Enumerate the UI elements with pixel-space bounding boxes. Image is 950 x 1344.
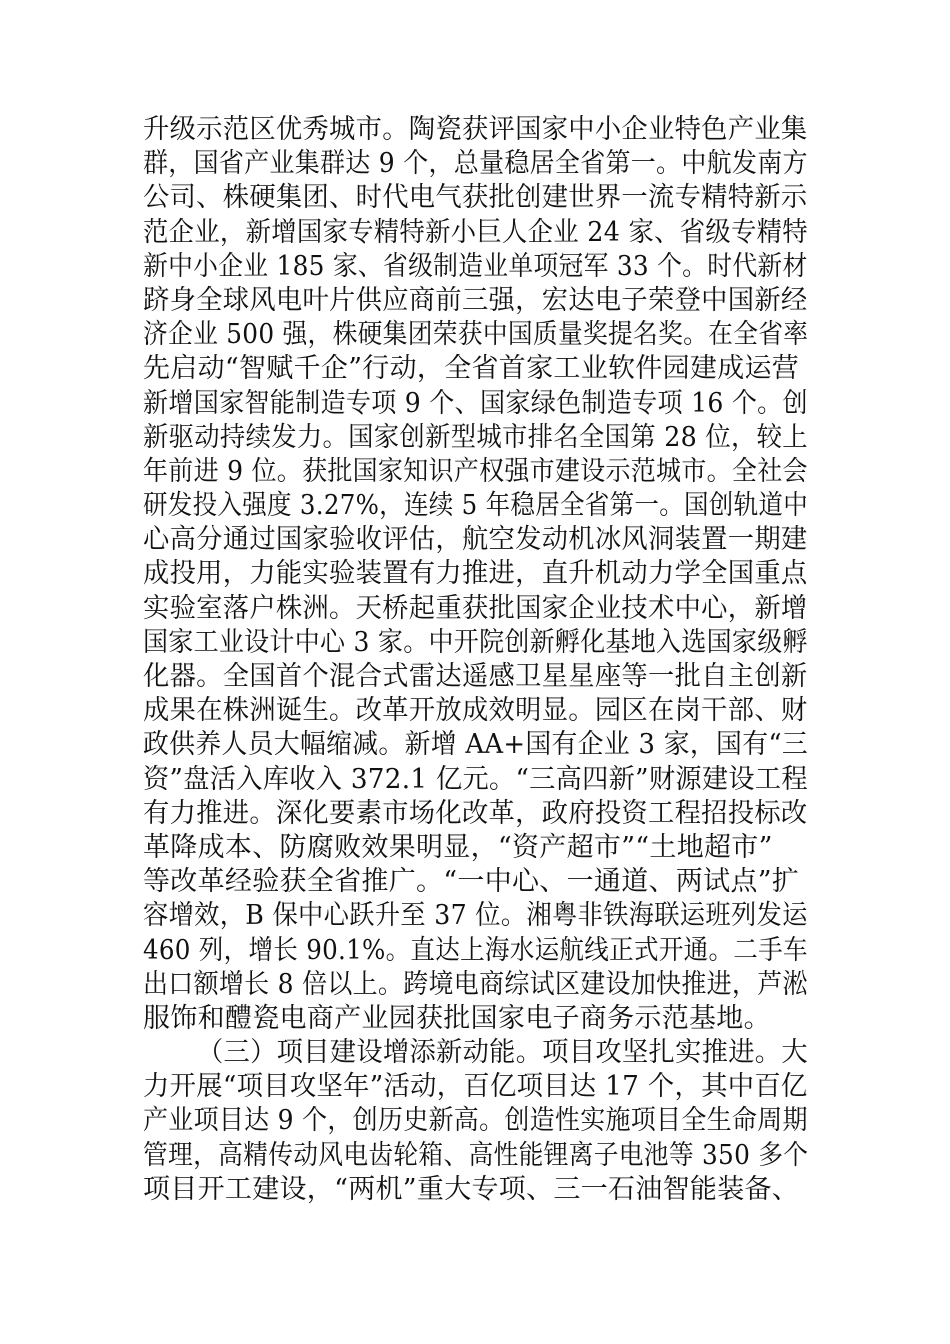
text-line: 成投用，力能实验装置有力推进，直升机动力学全国重点 xyxy=(143,558,808,590)
text-line: 成果在株洲诞生。改革开放成效明显。园区在岗干部、财 xyxy=(143,695,808,727)
body-text xyxy=(143,113,808,1207)
text-line: 革降成本、防腐败效果明显，“资产超市”“土地超市” xyxy=(143,831,773,863)
text-line: 等改革经验获全省推广。“一中心、一通道、两试点”扩 xyxy=(143,866,800,898)
text-line: 新增国家智能制造专项 9 个、国家绿色制造专项 16 个。创 xyxy=(143,387,808,419)
text-line: 化器。全国首个混合式雷达遥感卫星星座等一批自主创新 xyxy=(143,661,808,692)
text-line: 力开展“项目攻坚年”活动，百亿项目达 17 个，其中百亿 xyxy=(143,1071,808,1103)
text-line: 群，国省产业集群达 9 个，总量稳居全省第一。中航发南方 xyxy=(143,148,808,180)
text-line: 有力推进。深化要素市场化改革，政府投资工程招投标改 xyxy=(143,797,808,829)
text-line: 年前进 9 位。获批国家知识产权强市建设示范城市。全社会 xyxy=(143,455,808,487)
text-line: 资”盘活入库收入 372.1 亿元。“三高四新”财源建设工程 xyxy=(143,763,808,795)
text-line: 460 列，增长 90.1%。直达上海水运航线正式开通。二手车 xyxy=(143,934,808,966)
section-heading-line: （三）项目建设增添新动能。项目攻坚扎实推进。大 xyxy=(197,1037,808,1069)
text-line: 新驱动持续发力。国家创新型城市排名全国第 28 位，较上 xyxy=(143,421,808,453)
text-line: 容增效，B 保中心跃升至 37 位。湘粤非铁海联运班列发运 xyxy=(143,900,808,932)
text-line: 范企业，新增国家专精特新小巨人企业 24 家、省级专精特 xyxy=(143,216,808,248)
text-line: 产业项目达 9 个，创历史新高。创造性实施项目全生命周期 xyxy=(143,1105,808,1137)
text-line: 心高分通过国家验收评估，航空发动机冰风洞装置一期建 xyxy=(143,524,808,556)
text-line: 实验室落户株洲。天桥起重获批国家企业技术中心，新增 xyxy=(143,592,808,624)
text-line: 升级示范区优秀城市。陶瓷获评国家中小企业特色产业集 xyxy=(143,114,808,145)
text-line: 政供养人员大幅缩减。新增 AA+国有企业 3 家，国有“三 xyxy=(143,729,809,761)
text-line: 先启动“智赋千企”行动，全省首家工业软件园建成运营 xyxy=(143,353,800,385)
text-line: 公司、株硬集团、时代电气获批创建世界一流专精特新示 xyxy=(143,182,808,214)
text-line: 新中小企业 185 家、省级制造业单项冠军 33 个。时代新材 xyxy=(143,250,808,282)
text-line: 管理，高精传动风电齿轮箱、高性能锂离子电池等 350 多个 xyxy=(143,1139,809,1171)
text-line: 研发投入强度 3.27%，连续 5 年稳居全省第一。国创轨道中 xyxy=(143,490,809,522)
text-line: 项目开工建设，“两机”重大专项、三一石油智能装备、 xyxy=(143,1173,800,1205)
text-line: 国家工业设计中心 3 家。中开院创新孵化基地入选国家级孵 xyxy=(143,626,808,658)
text-line: 出口额增长 8 倍以上。跨境电商综试区建设加快推进，芦淞 xyxy=(143,968,808,1000)
text-line: 跻身全球风电叶片供应商前三强，宏达电子荣登中国新经 xyxy=(143,284,808,316)
text-line: 服饰和醴瓷电商产业园获批国家电子商务示范基地。 xyxy=(143,1002,771,1034)
text-line: 济企业 500 强，株硬集团荣获中国质量奖提名奖。在全省率 xyxy=(143,319,809,351)
